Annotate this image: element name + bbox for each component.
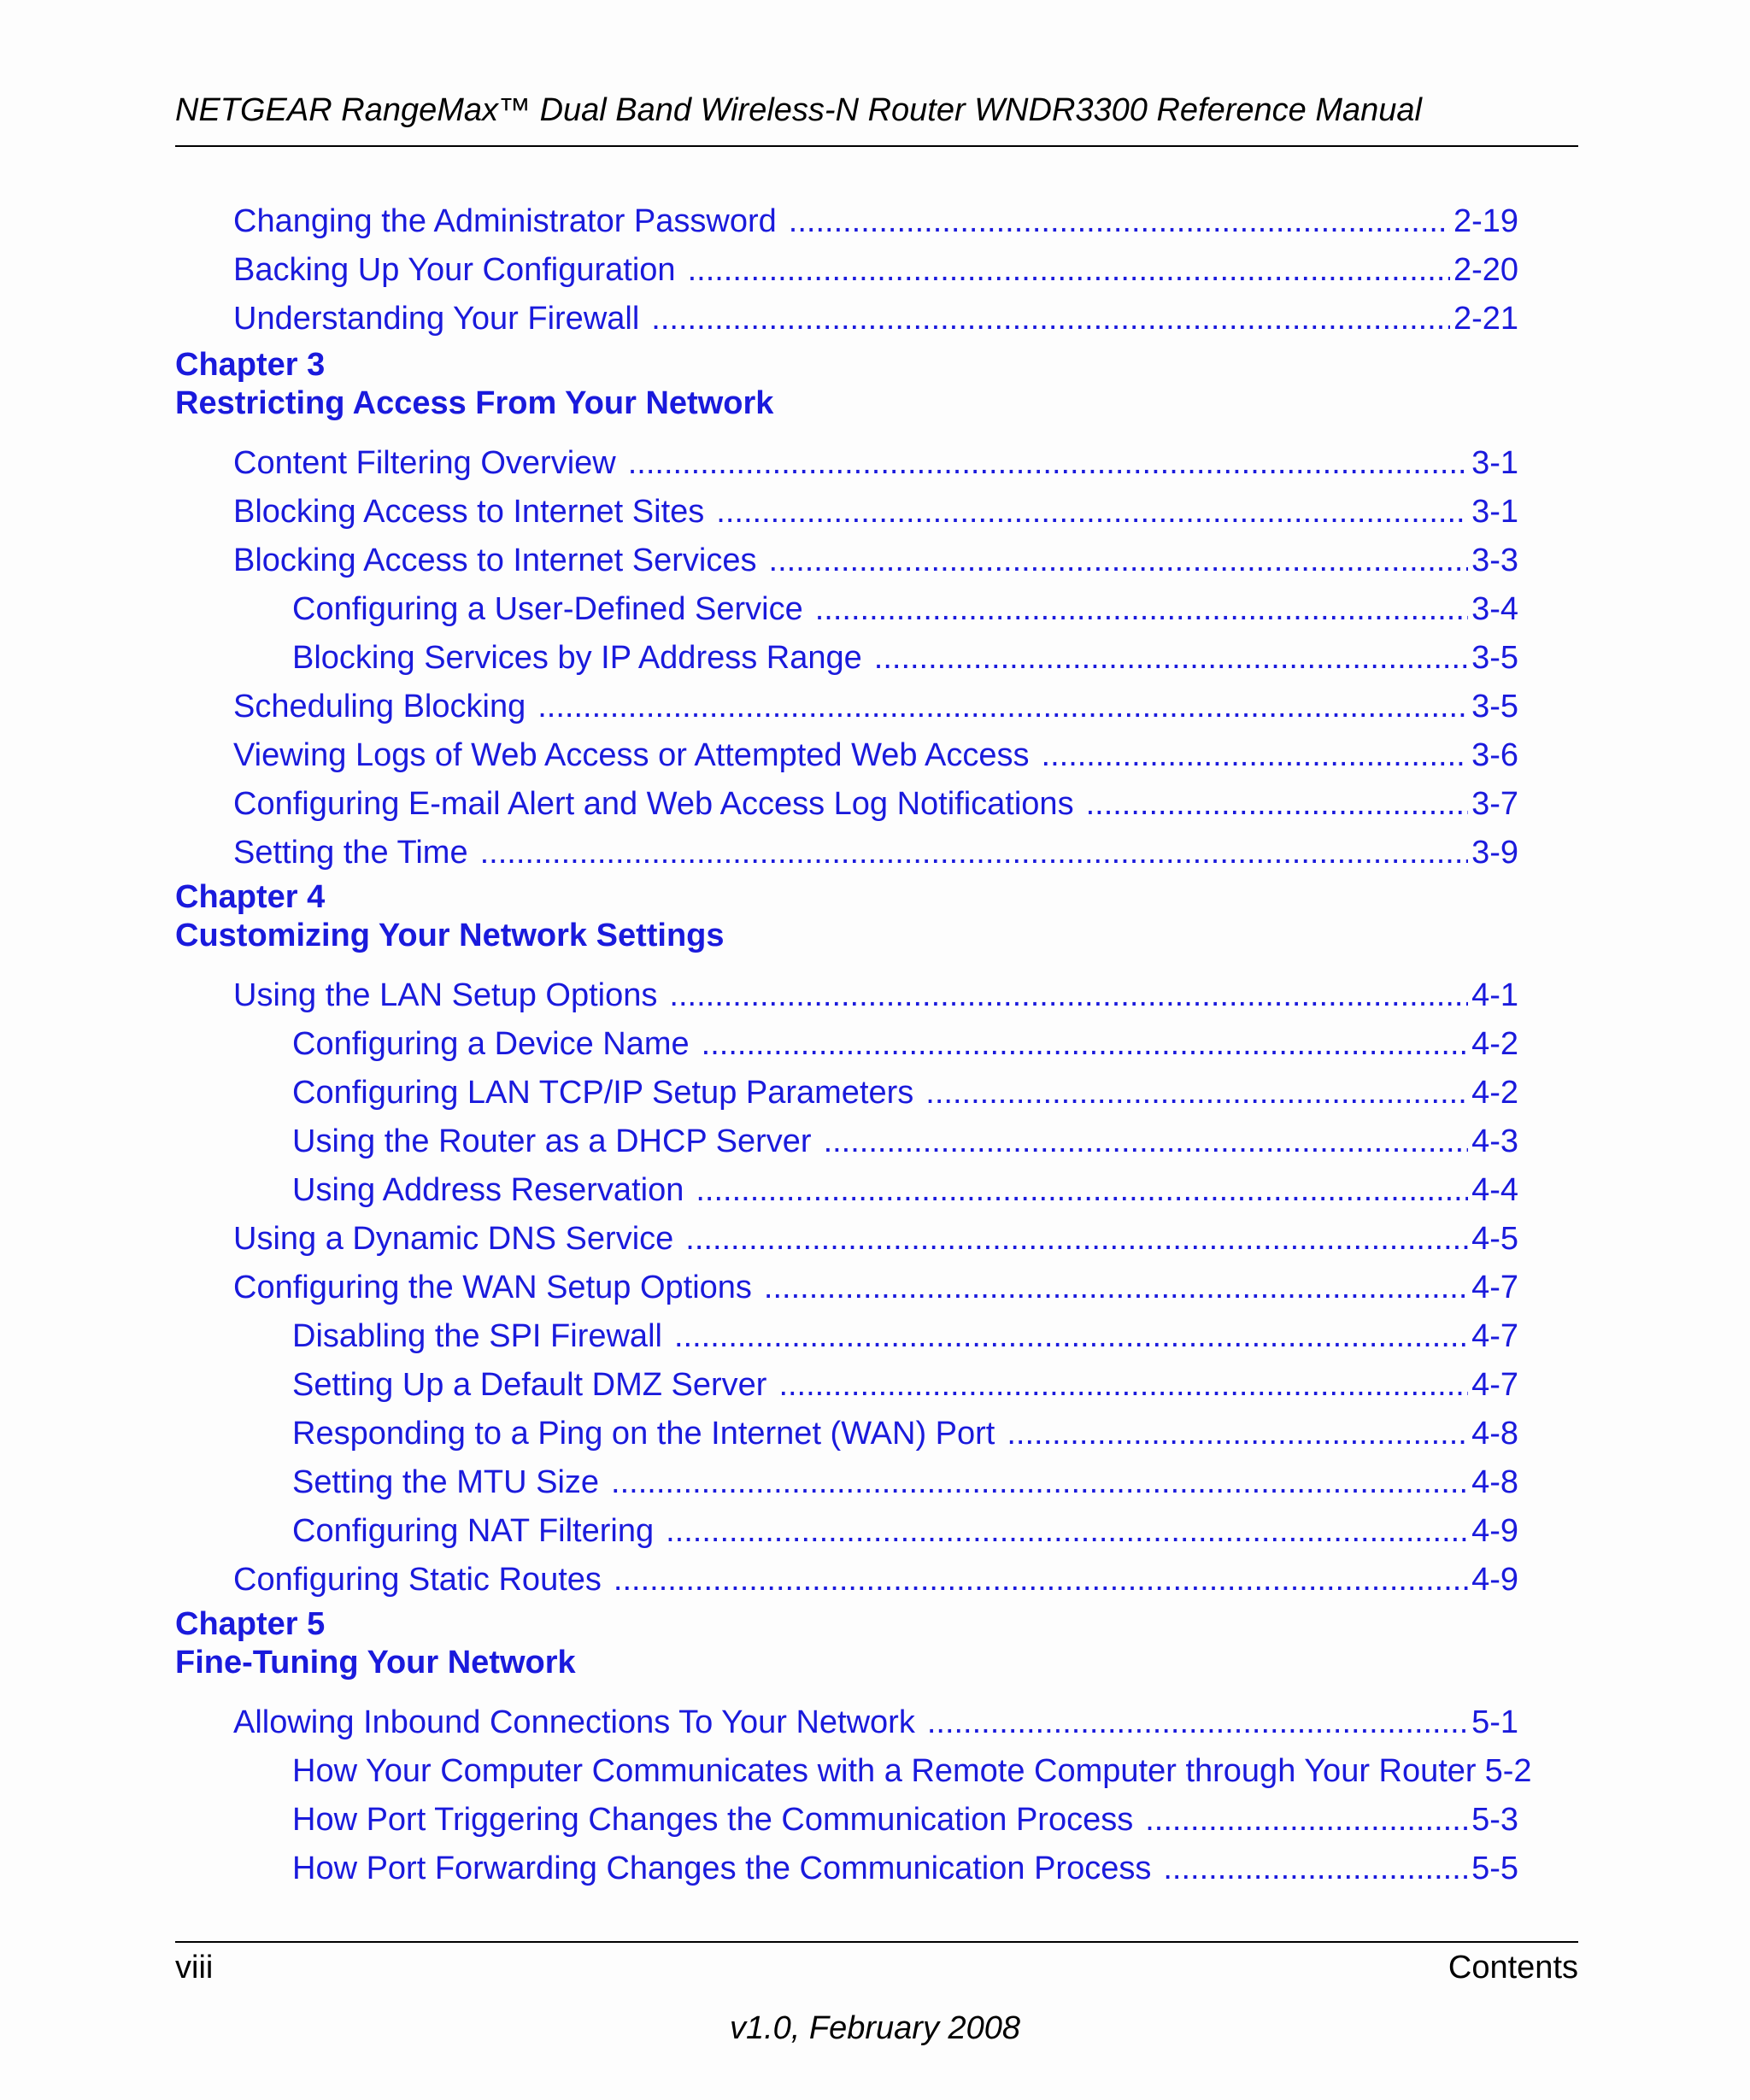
footer-section-name: Contents xyxy=(1448,1950,1578,1986)
dot-leader xyxy=(778,1369,1468,1401)
toc-entry-label: Blocking Services by IP Address Range xyxy=(292,640,862,676)
toc-entry-page: 2-20 xyxy=(1453,252,1518,288)
chapter-number[interactable]: Chapter 4 xyxy=(175,879,326,915)
dot-leader xyxy=(824,1125,1469,1158)
toc-entry[interactable] xyxy=(233,836,1518,869)
toc-entry[interactable] xyxy=(292,1369,1518,1401)
toc-entry[interactable] xyxy=(233,979,1518,1012)
toc-entry-label: Scheduling Blocking xyxy=(233,689,526,724)
dot-leader xyxy=(480,836,1468,869)
toc-entry[interactable] xyxy=(233,205,1518,238)
toc-entry-page: 5-5 xyxy=(1471,1851,1518,1886)
toc-entry[interactable] xyxy=(292,1466,1518,1499)
dot-leader xyxy=(1163,1852,1468,1885)
toc-entry-label: Blocking Access to Internet Services xyxy=(233,543,757,578)
dot-leader xyxy=(927,1706,1468,1739)
toc-entry-page: 4-8 xyxy=(1471,1416,1518,1452)
toc-entry[interactable] xyxy=(233,1271,1518,1304)
dot-leader xyxy=(685,1223,1468,1255)
toc-entry-page: 3-6 xyxy=(1471,737,1518,773)
toc-entry[interactable] xyxy=(292,642,1518,674)
dot-leader xyxy=(628,447,1468,479)
toc-entry[interactable] xyxy=(233,254,1518,286)
dot-leader xyxy=(651,302,1450,335)
toc-entry[interactable] xyxy=(292,1417,1518,1450)
toc-entry-label: Configuring Static Routes xyxy=(233,1562,602,1598)
page-header-title: NETGEAR RangeMax™ Dual Band Wireless-N Router WNDR3300 Reference Manual xyxy=(175,92,1422,128)
toc-entry-label: Configuring the WAN Setup Options xyxy=(233,1270,752,1305)
dot-leader xyxy=(1042,739,1469,771)
toc-entry-label: Using a Dynamic DNS Service xyxy=(233,1221,674,1257)
toc-entry-label: How Port Forwarding Changes the Communication Process xyxy=(292,1851,1152,1886)
toc-entry-label: Using the Router as a DHCP Server xyxy=(292,1123,812,1159)
dot-leader xyxy=(925,1076,1468,1109)
toc-entry-label: Allowing Inbound Connections To Your Network xyxy=(233,1704,915,1740)
toc-entry-page: 3-4 xyxy=(1471,591,1518,627)
toc-entry[interactable] xyxy=(292,593,1518,625)
chapter-number[interactable]: Chapter 5 xyxy=(175,1606,326,1642)
toc-entry[interactable] xyxy=(233,1706,1518,1739)
toc-entry-page: 3-5 xyxy=(1471,689,1518,724)
toc-entry-label: Setting Up a Default DMZ Server xyxy=(292,1367,767,1403)
toc-entry-page: 4-7 xyxy=(1471,1270,1518,1305)
toc-entry-page: 2-21 xyxy=(1453,301,1518,337)
toc-entry-label: Backing Up Your Configuration xyxy=(233,252,676,288)
toc-entry[interactable] xyxy=(233,739,1518,771)
toc-entry[interactable] xyxy=(233,788,1518,820)
toc-entry[interactable] xyxy=(292,1804,1518,1836)
toc-entry-label: Disabling the SPI Firewall xyxy=(292,1318,662,1354)
dot-leader xyxy=(537,690,1468,723)
toc-entry[interactable] xyxy=(292,1076,1518,1109)
toc-entry[interactable] xyxy=(233,496,1518,528)
toc-entry[interactable] xyxy=(233,1563,1518,1596)
toc-entry[interactable] xyxy=(292,1755,1532,1787)
toc-entry-label: How Port Triggering Changes the Communication Process xyxy=(292,1802,1134,1838)
toc-entry-label: Using Address Reservation xyxy=(292,1172,684,1208)
toc-entry-page: 4-2 xyxy=(1471,1026,1518,1062)
dot-leader xyxy=(674,1320,1468,1352)
toc-entry-page: 4-4 xyxy=(1471,1172,1518,1208)
dot-leader xyxy=(874,642,1468,674)
footer-page-number: viii xyxy=(175,1950,214,1986)
toc-entry-page: 3-9 xyxy=(1471,835,1518,871)
toc-entry[interactable] xyxy=(233,690,1518,723)
toc-entry[interactable] xyxy=(292,1125,1518,1158)
toc-entry-label: Changing the Administrator Password xyxy=(233,203,777,239)
dot-leader xyxy=(789,205,1450,238)
dot-leader xyxy=(764,1271,1468,1304)
toc-entry[interactable] xyxy=(292,1852,1518,1885)
toc-entry-label: Responding to a Ping on the Internet (WAN) Port xyxy=(292,1416,995,1452)
toc-entry[interactable] xyxy=(292,1320,1518,1352)
footer-version: v1.0, February 2008 xyxy=(729,2010,1021,2046)
dot-leader xyxy=(815,593,1468,625)
toc-entry[interactable] xyxy=(292,1515,1518,1547)
toc-entry-page: 3-3 xyxy=(1471,543,1518,578)
toc-entry[interactable] xyxy=(233,1223,1518,1255)
toc-entry[interactable] xyxy=(233,447,1518,479)
dot-leader xyxy=(614,1563,1468,1596)
dot-leader xyxy=(688,254,1450,286)
toc-entry-label: Configuring E-mail Alert and Web Access Log Notifications xyxy=(233,786,1074,822)
toc-entry-page: 3-1 xyxy=(1471,494,1518,530)
dot-leader xyxy=(611,1466,1468,1499)
toc-entry-page: 3-1 xyxy=(1471,445,1518,481)
chapter-number[interactable]: Chapter 3 xyxy=(175,347,326,383)
toc-entry-page: 3-7 xyxy=(1471,786,1518,822)
dot-leader xyxy=(696,1174,1468,1206)
toc-entry-page: 5-1 xyxy=(1471,1704,1518,1740)
toc-entry-label: Configuring a Device Name xyxy=(292,1026,690,1062)
dot-leader xyxy=(716,496,1468,528)
toc-entry[interactable] xyxy=(233,302,1518,335)
chapter-title[interactable]: Customizing Your Network Settings xyxy=(175,918,725,953)
chapter-title[interactable]: Fine-Tuning Your Network xyxy=(175,1645,576,1681)
toc-entry-page: 5-3 xyxy=(1471,1802,1518,1838)
toc-entry-page: 4-7 xyxy=(1471,1318,1518,1354)
dot-leader xyxy=(1007,1417,1468,1450)
dot-leader xyxy=(669,979,1468,1012)
toc-entry-page: 4-9 xyxy=(1471,1562,1518,1598)
toc-entry-label: Setting the MTU Size xyxy=(292,1464,600,1500)
toc-entry-page: 3-5 xyxy=(1471,640,1518,676)
toc-entry-label: Content Filtering Overview xyxy=(233,445,616,481)
toc-entry-page: 5-2 xyxy=(1484,1753,1532,1789)
dot-leader xyxy=(702,1028,1468,1060)
toc-entry-label: Understanding Your Firewall xyxy=(233,301,640,337)
toc-entry-page: 4-2 xyxy=(1471,1075,1518,1111)
toc-entry[interactable] xyxy=(292,1028,1518,1060)
toc-entry-page: 4-3 xyxy=(1471,1123,1518,1159)
dot-leader xyxy=(769,544,1469,577)
toc-entry-label: Blocking Access to Internet Sites xyxy=(233,494,705,530)
toc-entry-page: 4-5 xyxy=(1471,1221,1518,1257)
dot-leader xyxy=(666,1515,1468,1547)
chapter-title[interactable]: Restricting Access From Your Network xyxy=(175,385,774,421)
toc-entry-label: How Your Computer Communicates with a Remote Computer through Your Router xyxy=(292,1753,1477,1789)
dot-leader xyxy=(1086,788,1469,820)
toc-entry[interactable] xyxy=(233,544,1518,577)
toc-entry-page: 4-1 xyxy=(1471,977,1518,1013)
toc-entry-label: Using the LAN Setup Options xyxy=(233,977,658,1013)
toc-entry-page: 2-19 xyxy=(1453,203,1518,239)
toc-entry-label: Viewing Logs of Web Access or Attempted Web Access xyxy=(233,737,1030,773)
toc-entry-label: Configuring a User-Defined Service xyxy=(292,591,803,627)
toc-entry-page: 4-9 xyxy=(1471,1513,1518,1549)
toc-entry-label: Configuring NAT Filtering xyxy=(292,1513,655,1549)
toc-entry-page: 4-7 xyxy=(1471,1367,1518,1403)
toc-entry-label: Setting the Time xyxy=(233,835,468,871)
toc-entry[interactable] xyxy=(292,1174,1518,1206)
footer-rule xyxy=(175,1941,1578,1943)
toc-entry-page: 4-8 xyxy=(1471,1464,1518,1500)
toc-entry-label: Configuring LAN TCP/IP Setup Parameters xyxy=(292,1075,914,1111)
dot-leader xyxy=(1145,1804,1468,1836)
